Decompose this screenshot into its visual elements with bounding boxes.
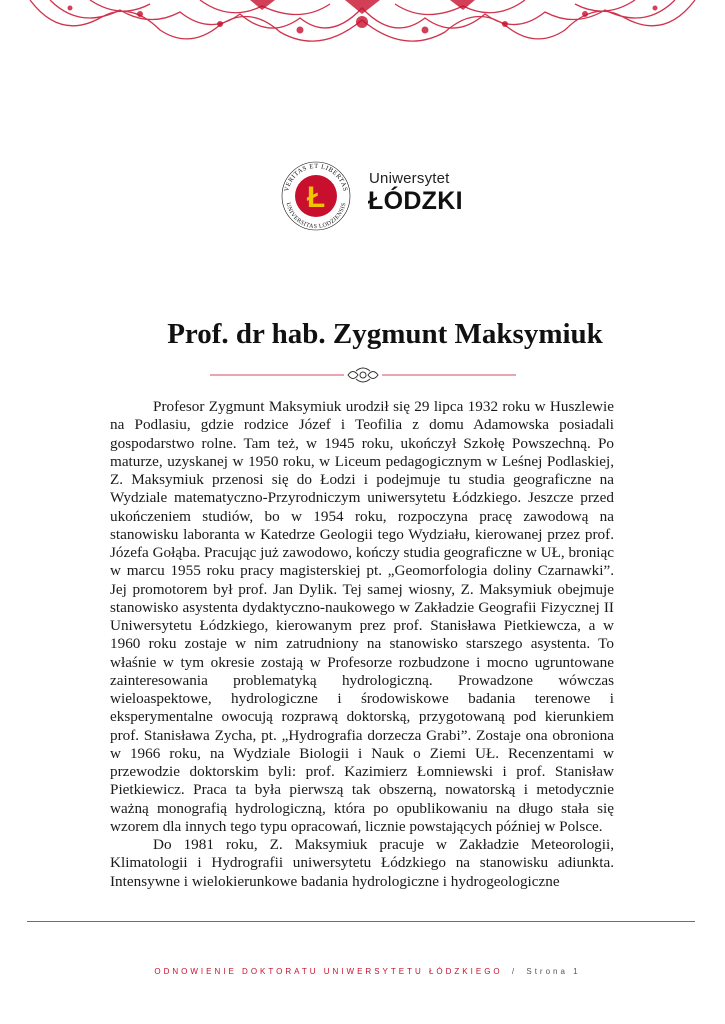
ornamental-divider [210, 366, 516, 384]
document-body [110, 398, 614, 891]
svg-text:Ł: Ł [306, 181, 326, 214]
paragraph: Do 1981 roku, Z. Maksymiuk pracuje w Zakładzie Meteorologii, Klimatologii i Hydrografii uniwersytetu Łódzkiego na stanowisku adiunkta. Intensywne i wielokierunkowe badania hydrologiczne i hydrogeologiczne [110, 836, 614, 890]
document-title: Prof. dr hab. Zygmunt Maksymiuk [167, 318, 603, 350]
footer-page-number: Strona 1 [526, 967, 581, 976]
logo-name-line2: ŁÓDZKI [368, 187, 463, 215]
svg-text:VERITAS ET LIBERTAS: VERITAS ET LIBERTAS [283, 162, 349, 193]
top-ornament [0, 0, 725, 50]
page-footer [0, 967, 725, 976]
logo-name-line1: Uniwersytet [369, 170, 450, 187]
svg-text:UNIVERSITAS LODZIENSIS: UNIVERSITAS LODZIENSIS [284, 202, 348, 231]
footer-separator: / [511, 967, 518, 976]
paragraph: Profesor Zygmunt Maksymiuk urodził się 29 lipca 1932 roku w Huszlewie na Podlasiu, gdzie rodzice Józef i Teofilia z domu Adamowska posiadali gospodarstwo rolne. Tam też, w 1945 roku, ukończył Szkołę Powszechną. Po maturze, uzyskanej w 1950 roku, w Liceum pedagogicznym w Leśnej Podlaskiej, Z. Maksymiuk przenosi się do Łodzi i podejmuje tu studia geograficzne na Wydziale matematyczno-Przyrodniczym uniwersytetu Łódzkiego. Jeszcze przed ukończeniem studiów, bo w 1954 roku, rozpoczyna pracę zawodową na stanowisku laboranta w Katedrze Geologii tego Wydziału, kierowanej przez prof. Józefa Gołąba. Pracując już zawodowo, kończy studia geograficzne w UŁ, broniąc w marcu 1955 roku pracy magisterskiej pt. „Geomorfologia doliny Czarnawki”. Jej promotorem był prof. Jan Dylik. Tej samej wiosny, Z. Maksymiuk obejmuje stanowisko asystenta dydaktyczno-naukowego w Zakładzie Geografii Fizycznej II Uniwersytetu Łódzkiego, kierowanym prez prof. Stanisława Pietkiewcza, a w 1960 roku zostaje w nim zatrudniony na stanowisko starszego asystenta. To właśnie w tym okresie zostają w Profesorze rozbudzone i mocno ugruntowane zainteresowania problematyką hydrologiczną. Prowadzone wówczas wieloaspektowe, hydrologiczne i środowiskowe badania terenowe i eksperymentalne owocują rozprawą doktorską, przygotowaną pod kierunkiem prof. Stanisława Zycha, pt. „Hydrografia dorzecza Grabi”. Zostaje ona obroniona w 1966 roku, na Wydziale Biologii i Nauk o Ziemi UŁ. Recenzentami w przewodzie doktorskim byli: prof. Kazimierz Łomniewski i prof. Stanisław Pietkiewicz. Praca ta była pierwszą tak obszerną, nowatorską i metodycznie ważną monografią hydrologiczną, która po opublikowaniu na długo stała się wzorem dla innych tego typu opracowań, licznie powstających później w Polsce. [110, 398, 614, 835]
footer-rule [27, 921, 695, 922]
footer-running-title: ODNOWIENIE DOKTORATU UNIWERSYTETU ŁÓDZKIEGO [154, 967, 503, 976]
